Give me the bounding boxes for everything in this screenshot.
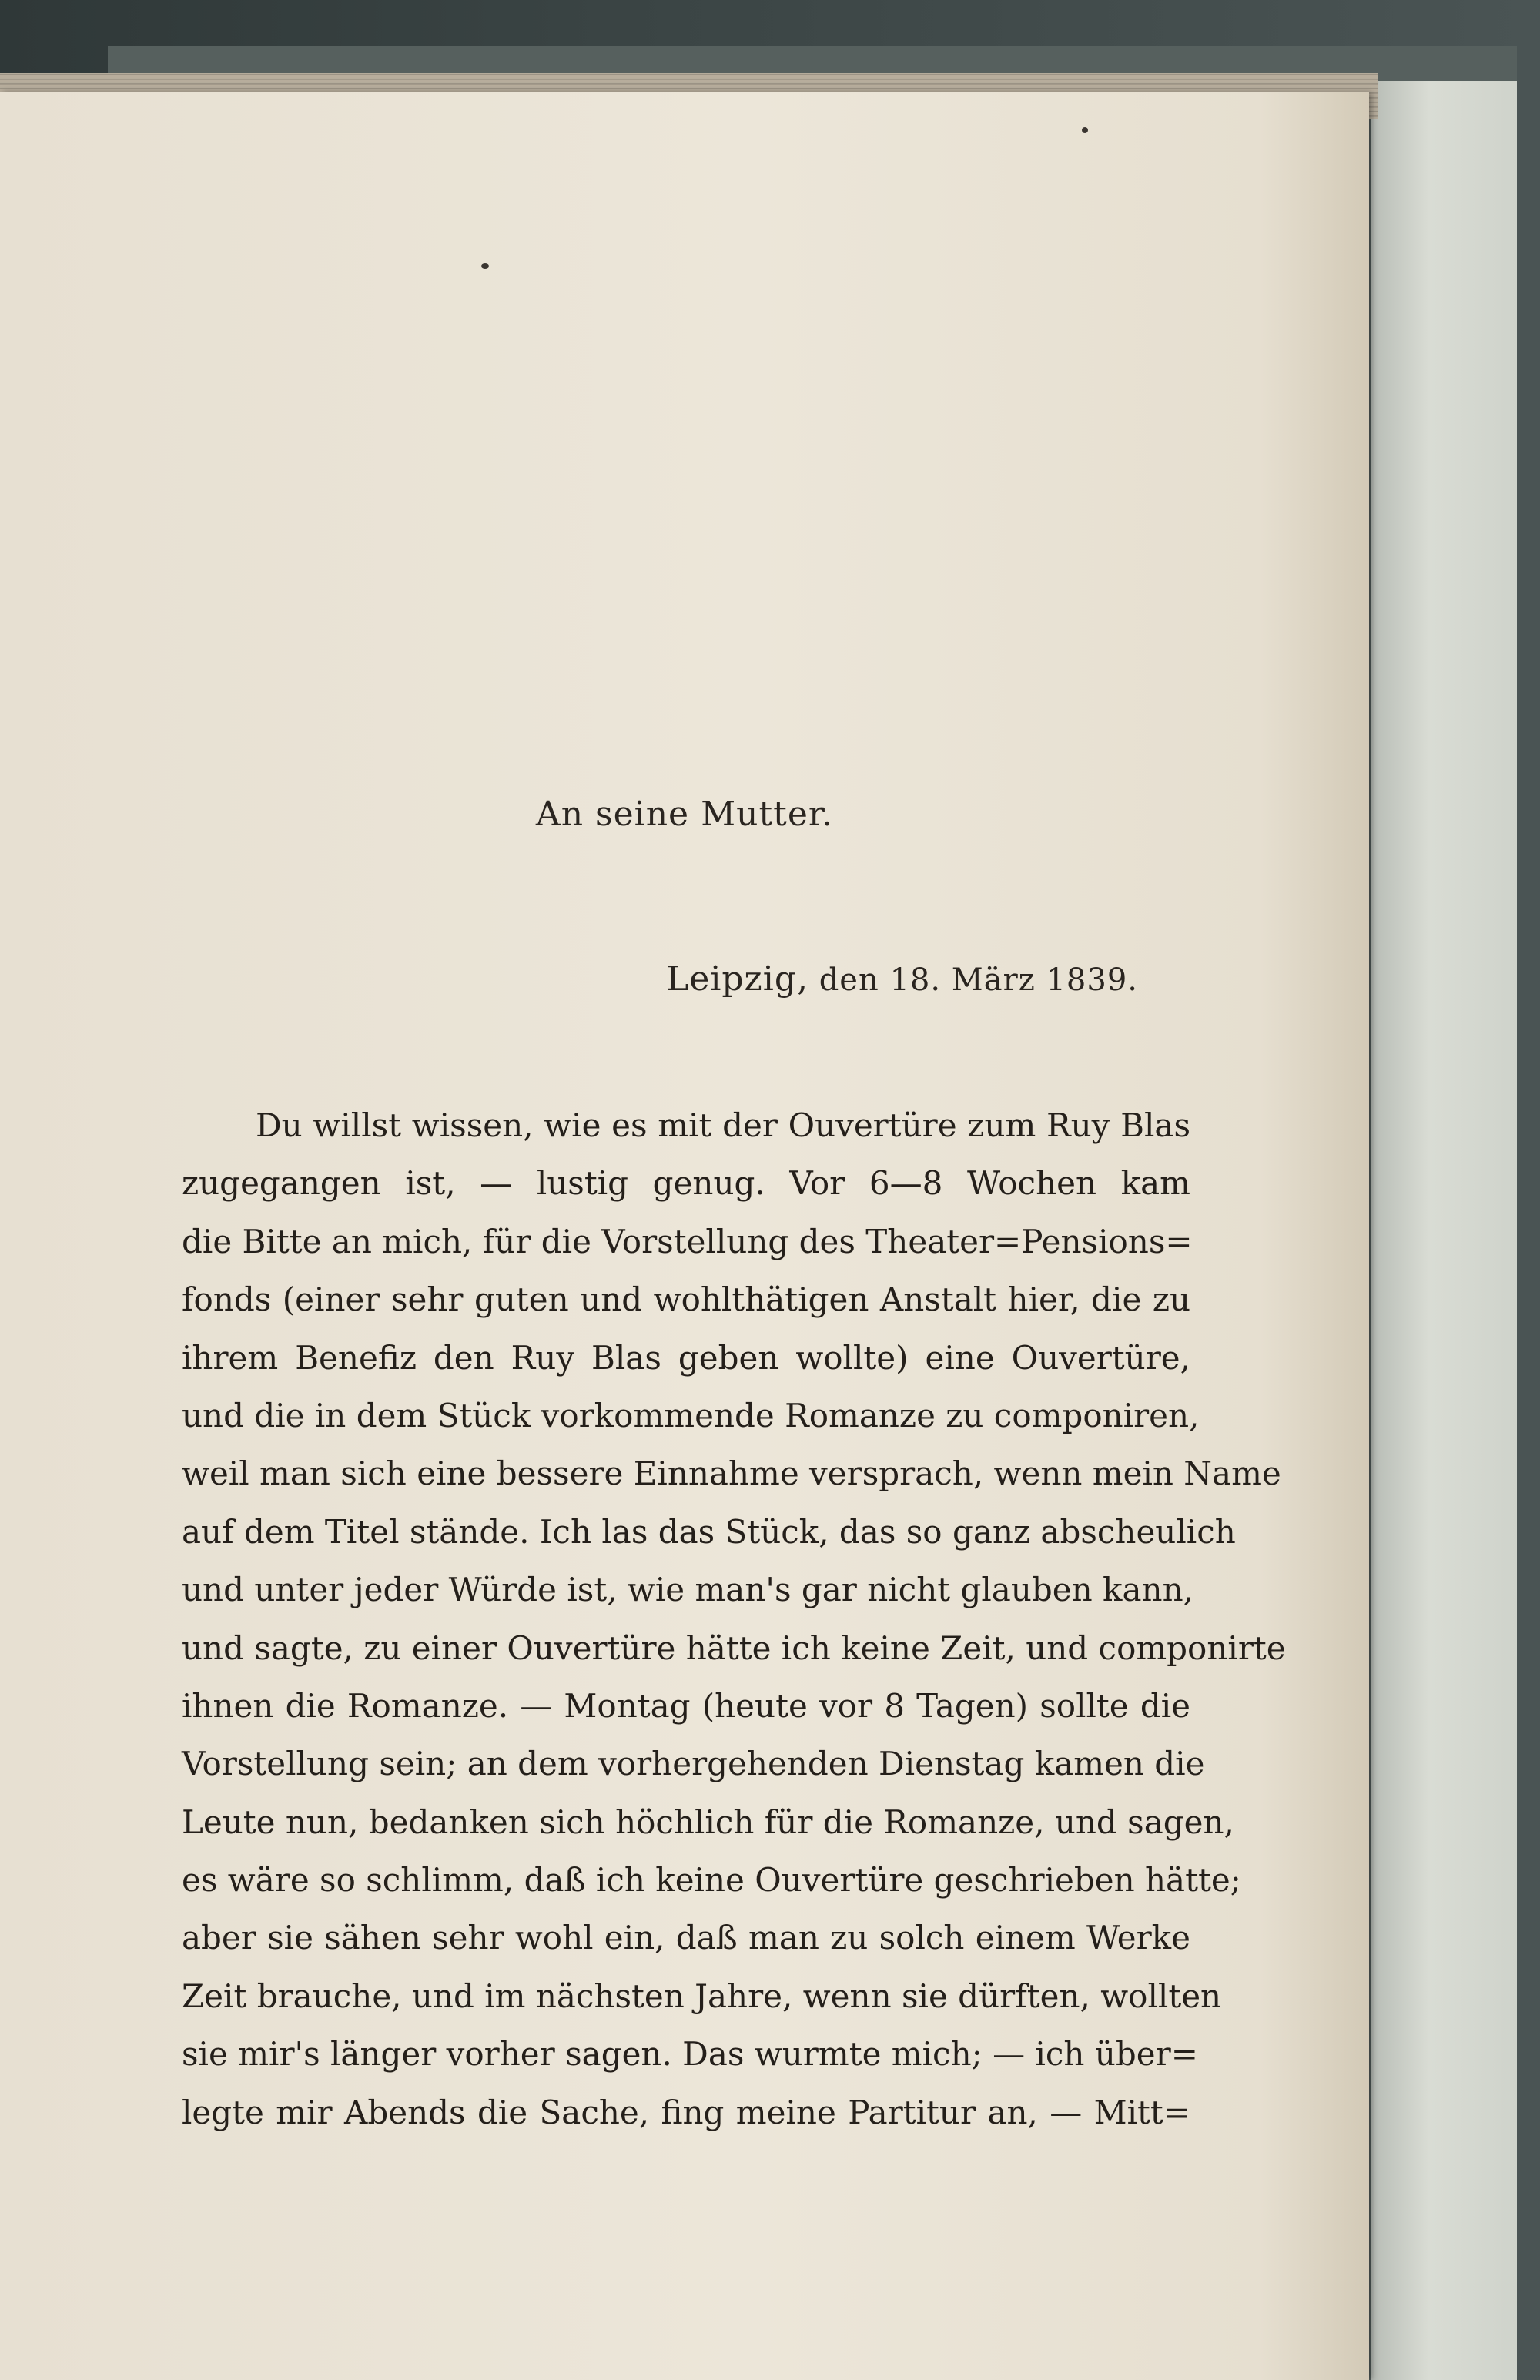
body-line: es wäre so schlimm, daß ich keine Ouvertüre geschrieben hätte;: [182, 1861, 1241, 1900]
body-line: Du willst wissen, wie es mit der Ouvertüre zum Ruy Blas: [256, 1106, 1190, 1144]
letter-heading: An seine Mutter.: [535, 795, 834, 834]
body-line: zugegangen ist, — lustig genug. Vor 6—8 Wochen kam: [182, 1164, 1190, 1203]
body-line: die Bitte an mich, für die Vorstellung des Theater=Pensions=: [182, 1222, 1193, 1260]
body-line: ihrem Benefiz den Ruy Blas geben wollte) eine Ouvertüre,: [182, 1338, 1190, 1377]
body-line: weil man sich eine bessere Einnahme versprach, wenn mein Name: [182, 1454, 1281, 1493]
body-line: und unter jeder Würde ist, wie man's gar nicht glauben kann,: [182, 1571, 1194, 1609]
body-line: Zeit brauche, und im nächsten Jahre, wenn sie dürften, wollten: [182, 1977, 1222, 2015]
body-line: Vorstellung sein; an dem vorhergehenden Dienstag kamen die: [182, 1745, 1205, 1783]
show-through-text: [154, 454, 1217, 901]
body-line: sie mir's länger vorher sagen. Das wurmte mich; — ich über=: [182, 2035, 1198, 2074]
dateline: [666, 959, 1138, 999]
body-line: und sagte, zu einer Ouvertüre hätte ich keine Zeit, und componirte: [182, 1629, 1286, 1667]
dateline-place: Leipzig,: [666, 959, 808, 999]
body-line: legte mir Abends die Sache, fing meine Partitur an, — Mitt=: [182, 2093, 1190, 2131]
endpaper: [1371, 81, 1517, 2380]
ink-speck: [481, 263, 489, 269]
ink-speck: [1082, 127, 1088, 133]
book-page: [0, 92, 1369, 2380]
body-line: aber sie sähen sehr wohl ein, daß man zu solch einem Werke: [182, 1919, 1190, 1957]
dateline-date: den 18. März 1839.: [819, 962, 1138, 998]
body-line: und die in dem Stück vorkommende Romanze zu componiren,: [182, 1396, 1200, 1434]
body-line: ihnen die Romanze. — Montag (heute vor 8 Tagen) sollte die: [182, 1686, 1190, 1725]
letter-body: [182, 1096, 1286, 2141]
body-line: Leute nun, bedanken sich höchlich für die Romanze, und sagen,: [182, 1803, 1234, 1841]
body-line: auf dem Titel stände. Ich las das Stück, das so ganz abscheulich: [182, 1512, 1236, 1551]
body-line: fonds (einer sehr guten und wohlthätigen Anstalt hier, die zu: [182, 1280, 1190, 1319]
